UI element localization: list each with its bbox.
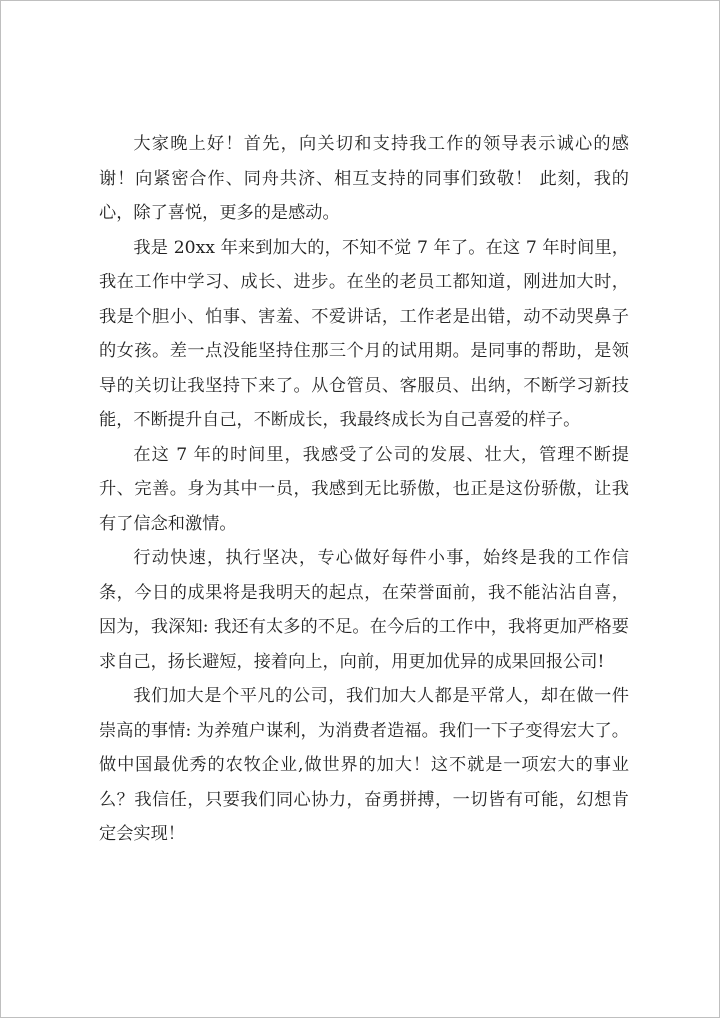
paragraph-3: 在这 7 年的时间里，我感受了公司的发展、壮大，管理不断提升、完善。身为其中一员，我感到无比骄傲，也正是这份骄傲，让我有了信念和激情。 (99, 444, 629, 534)
document-body (99, 127, 629, 852)
paragraph-5: 我们加大是个平凡的公司，我们加大人都是平常人，却在做一件崇高的事情: 为养殖户谋利，为消费者造福。我们一下子变得宏大了。做中国最优秀的农牧企业,做世界的加大！这不就是一项宏大的事业么？我信任，只要我们同心协力，奋勇拼搏，一切皆有可能，幻想肯定会实现！ (99, 686, 629, 844)
paragraph-2: 我是 20xx 年来到加大的，不知不觉 7 年了。在这 7 年时间里，我在工作中学习、成长、进步。在坐的老员工都知道，刚进加大时，我是个胆小、怕事、害羞、不爱讲话，工作老是出错，动不动哭鼻子的女孩。差一点没能坚持住那三个月的试用期。是同事的帮助，是领导的关切让我坚持下来了。从仓管员、客服员、出纳，不断学习新技能，不断提升自己，不断成长，我最终成长为自己喜爱的样子。 (99, 237, 629, 430)
paragraph-1: 大家晚上好！首先，向关切和支持我工作的领导表示诚心的感谢！向紧密合作、同舟共济、相互支持的同事们致敬！ 此刻，我的心，除了喜悦，更多的是感动。 (99, 134, 629, 223)
paragraph-4: 行动快速，执行坚决，专心做好每件小事，始终是我的工作信条，今日的成果将是我明天的起点，在荣誉面前，我不能沾沾自喜，因为，我深知: 我还有太多的不足。在今后的工作中，我将更加严格要求自己，扬长避短，接着向上，向前，用更加优异的成果回报公司! (99, 548, 629, 672)
